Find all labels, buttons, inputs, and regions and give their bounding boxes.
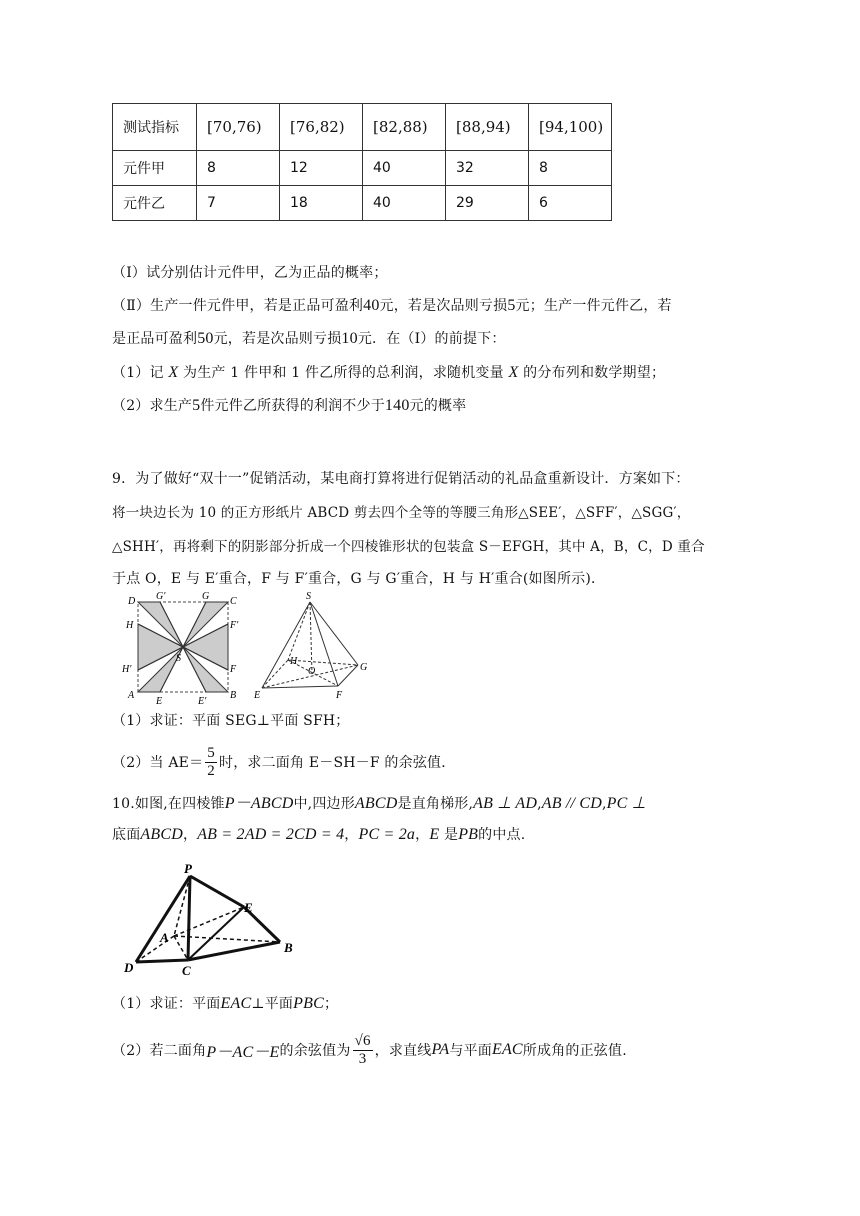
math: EAC (491, 1041, 523, 1058)
table-cell: 29 (446, 186, 529, 221)
q9-line2: 将一块边长为 10 的正方形纸片 ABCD 剪去四个全等的等腰三角形△SEE′，△SFF′，△SGG′， (112, 505, 691, 521)
table-cell: 6 (529, 186, 612, 221)
math: P－AC－E (206, 1043, 280, 1061)
math-var: X (168, 364, 179, 381)
label-P: P (184, 861, 192, 876)
q8-part2-line1 (112, 295, 672, 315)
denominator: 2 (207, 762, 215, 779)
text: 元，若是次品则亏损 (379, 298, 508, 314)
text: 所成角的正弦值. (522, 1043, 627, 1059)
label-S: S (176, 653, 181, 664)
table-cell: 8 (197, 151, 280, 186)
label-G: G (202, 591, 210, 602)
label-B: B (284, 940, 293, 955)
math: AB // CD (541, 795, 603, 812)
number: 50 (197, 330, 214, 347)
label-Hp: H′ (122, 664, 132, 675)
square-paper-figure (118, 590, 248, 705)
table-row (113, 151, 612, 186)
q8-part2-line2 (112, 328, 506, 348)
text: （2）当 AE＝ (112, 755, 204, 771)
label-Fp: F′ (230, 620, 239, 631)
label-H: H (126, 620, 134, 631)
number: 10 (341, 330, 358, 347)
table-cell: [88,94) (446, 104, 529, 151)
q9-sub2 (112, 742, 455, 782)
label-Ep: E′ (198, 696, 207, 705)
q9-sub1: （1）求证：平面 SEG⊥平面 SFH； (112, 713, 350, 729)
q8-sub1 (112, 362, 665, 382)
text: （2）若二面角 (112, 1043, 207, 1059)
label-C: C (230, 596, 237, 607)
math: P－ABCD (224, 795, 294, 812)
label-O: O (308, 666, 316, 677)
math: PB (458, 826, 479, 843)
math: PC = 2a (358, 826, 416, 843)
table-header-row (113, 104, 612, 151)
text: 时，求二面角 E－SH－F 的余弦值． (219, 755, 456, 771)
number: 140 (384, 397, 410, 414)
label-D: D (124, 960, 134, 975)
table-cell: 12 (280, 151, 363, 186)
label-D: D (128, 596, 136, 607)
q9-line3: △SHH′，再将剩下的阴影部分折成一个四棱锥形状的包装盒 S－EFGH，其中 A，B，C，D 重合 (112, 539, 705, 555)
q9-line1: 9．为了做好“双十一”促销活动，某电商打算将进行促销活动的礼品盒重新设计．方案如下： (112, 471, 690, 487)
label-F: F (230, 664, 237, 675)
text: ； (323, 996, 339, 1012)
math-var: X (508, 364, 519, 381)
math: ABCD (140, 826, 183, 843)
q10-line2: 底面ABCD，AB = 2AD = 2CD = 4，PC = 2a，E 是PB的中点. (112, 826, 526, 843)
table-row (113, 186, 612, 221)
text: 的余弦值为 (279, 1043, 351, 1059)
label-Gp: G′ (156, 591, 166, 602)
test-index-table (112, 103, 612, 221)
q8-part1: （Ⅰ）试分别估计元件甲，乙为正品的概率； (112, 265, 388, 281)
label-A: A (128, 690, 135, 701)
text: 件元件乙所获得的利润不少于 (200, 398, 385, 414)
table-cell: 元件乙 (113, 186, 197, 221)
table-cell: [70,76) (197, 104, 280, 151)
denominator: 3 (358, 1050, 367, 1067)
table-cell: 18 (280, 186, 363, 221)
q10-line1: 10.如图,在四棱锥P－ABCD中,四边形ABCD是直角梯形,AB ⊥ AD,AB // CD,PC ⊥ (112, 795, 646, 812)
label-E: E (156, 696, 163, 705)
label-B: B (230, 690, 237, 701)
text: （1）求证：平面 (112, 996, 221, 1012)
text: ⊥平面 (251, 996, 294, 1012)
table-cell: [82,88) (363, 104, 446, 151)
numerator: √6 (354, 1032, 371, 1049)
text: （2）求生产 (112, 398, 193, 414)
number: 40 (363, 297, 380, 314)
table-cell: [76,82) (280, 104, 363, 151)
table-cell: 32 (446, 151, 529, 186)
text: 与平面 (449, 1043, 492, 1059)
label-E: E (254, 690, 261, 701)
pyramid-pabcd-figure (118, 860, 308, 980)
text: （Ⅱ）生产一件元件甲，若是正品可盈利 (112, 298, 364, 314)
table-cell: 7 (197, 186, 280, 221)
number: 5 (192, 397, 201, 414)
label-C: C (182, 963, 191, 978)
text: 10.如图,在四棱锥 (112, 796, 225, 812)
math: ABCD (354, 795, 398, 812)
text: 底面 (112, 827, 141, 843)
number: 5 (507, 297, 516, 314)
pyramid-figure (250, 590, 380, 705)
q10-sub2 (112, 1026, 627, 1074)
text: 的分布列和数学期望； (523, 365, 666, 381)
math: E (429, 826, 440, 843)
label-F: F (336, 690, 343, 701)
math: PC ⊥ (606, 795, 646, 812)
table-cell: 40 (363, 151, 446, 186)
text: 元；生产一件元件乙，若 (515, 298, 672, 314)
label-G: G (360, 662, 368, 673)
text: （1）记 (112, 365, 164, 381)
math: PA (431, 1041, 450, 1058)
table-cell: 8 (529, 151, 612, 186)
text: 是正品可盈利 (112, 331, 198, 347)
text: ，求直线 (374, 1043, 432, 1059)
table-cell: 元件甲 (113, 151, 197, 186)
q8-sub2 (112, 395, 466, 415)
text: 中,四边形 (293, 796, 355, 812)
table-cell: 测试指标 (113, 104, 197, 151)
text: 是直角梯形, (397, 796, 474, 812)
fraction (353, 1033, 373, 1068)
text: 元，若是次品则亏损 (213, 331, 342, 347)
label-E: E (244, 900, 253, 915)
math: PBC (293, 995, 324, 1012)
table-cell: 40 (363, 186, 446, 221)
math: AB ⊥ AD (473, 795, 538, 812)
label-H: H (290, 656, 298, 667)
fraction (205, 745, 217, 780)
numerator: 5 (207, 744, 215, 761)
text: 元的概率 (409, 398, 467, 414)
text: 元．在（Ⅰ）的前提下： (357, 331, 506, 347)
label-A: A (160, 930, 169, 945)
text: 的中点. (478, 827, 526, 843)
math: EAC (220, 995, 252, 1012)
text: 为生产 1 件甲和 1 件乙所得的总利润，求随机变量 (183, 365, 504, 381)
q10-sub1 (112, 993, 338, 1013)
table-cell: [94,100) (529, 104, 612, 151)
q9-line4: 于点 O，E 与 E′重合，F 与 F′重合，G 与 G′重合，H 与 H′重合(如图所示)． (112, 571, 606, 587)
math: AB = 2AD = 2CD = 4 (197, 826, 345, 843)
text: 是 (443, 827, 459, 843)
label-S: S (306, 591, 311, 602)
